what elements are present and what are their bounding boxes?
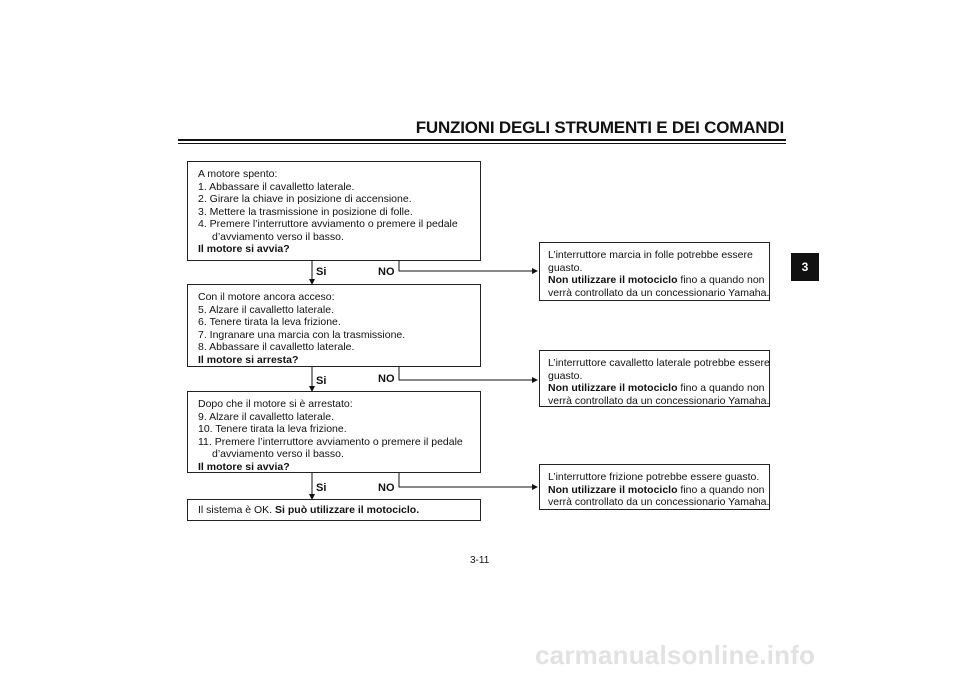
warning-bold: Non utilizzare il motociclo <box>548 274 678 286</box>
step-3-box <box>187 391 481 473</box>
system-ok-bold: Si può utilizzare il motociclo. <box>275 504 420 516</box>
page-number: 3-11 <box>470 555 490 566</box>
step-line: 1. Abbassare il cavalletto laterale. <box>198 180 355 193</box>
warning-rest: fino a quando non <box>677 274 765 286</box>
result-line: verrà controllato da un concessionario Yamaha. <box>548 496 770 508</box>
step-line: 6. Tenere tirata la leva frizione. <box>198 316 341 328</box>
step-line: Con il motore ancora acceso: <box>198 291 335 303</box>
result-line: L’interruttore marcia in folle potrebbe essere <box>548 249 753 261</box>
step-line: A motore spento: <box>198 168 278 180</box>
result-line: verrà controllato da un concessionario Yamaha. <box>548 394 770 407</box>
result-sidestand-box <box>539 350 770 407</box>
section-tab: 3 <box>791 253 819 281</box>
step-line: 4. Premere l’interruttore avviamento o premere il pedale <box>198 218 458 230</box>
result-line: verrà controllato da un concessionario Yamaha. <box>548 286 770 299</box>
result-line: L’interruttore frizione potrebbe essere guasto. <box>548 471 760 483</box>
yes-label-3: Si <box>316 482 327 494</box>
page-title: FUNZIONI DEGLI STRUMENTI E DEI COMANDI <box>415 118 784 137</box>
step-4-box <box>187 499 481 521</box>
step-2-box <box>187 284 481 367</box>
no-label-3: NO <box>378 482 395 494</box>
step-line: 5. Alzare il cavalletto laterale. <box>198 303 334 316</box>
step-line: 11. Premere l’interruttore avviamento o premere il pedale <box>198 435 463 448</box>
warning-rest: fino a quando non <box>677 483 765 496</box>
no-connector-2 <box>399 367 537 380</box>
step-line: 2. Girare la chiave in posizione di accensione. <box>198 193 412 205</box>
warning-bold: Non utilizzare il motociclo <box>548 382 678 394</box>
step-line: Dopo che il motore si è arrestato: <box>198 398 353 410</box>
result-line: L’interruttore cavalletto laterale potrebbe essere <box>548 357 770 369</box>
step-line: 10. Tenere tirata la leva frizione. <box>198 423 347 435</box>
step-line: 8. Abbassare il cavalletto laterale. <box>198 341 355 353</box>
watermark: carmanualsonline.info <box>535 640 816 670</box>
warning-rest: fino a quando non <box>677 382 765 394</box>
result-line: guasto. <box>548 261 583 274</box>
step-question: Il motore si arresta? <box>198 353 299 366</box>
step-line: 9. Alzare il cavalletto laterale. <box>198 410 334 423</box>
step-line: 7. Ingranare una marcia con la trasmissione. <box>198 328 406 341</box>
step-line: d’avviamento verso il basso. <box>212 448 344 460</box>
step-question: Il motore si avvia? <box>198 243 290 255</box>
no-label-1: NO <box>378 266 395 278</box>
step-line: 3. Mettere la trasmissione in posizione di folle. <box>198 205 413 218</box>
step-line: d’avviamento verso il basso. <box>212 230 344 243</box>
no-connector-3 <box>399 473 537 487</box>
result-clutch-box <box>539 464 770 510</box>
warning-bold: Non utilizzare il motociclo <box>548 483 678 496</box>
result-neutral-box <box>539 242 770 301</box>
step-question: Il motore si avvia? <box>198 460 290 473</box>
step-1-box <box>187 161 481 261</box>
result-line: guasto. <box>548 369 583 382</box>
no-connector-1 <box>399 261 537 271</box>
no-label-2: NO <box>378 373 395 385</box>
yes-label-2: Si <box>316 375 327 387</box>
yes-label-1: Si <box>316 266 327 278</box>
system-ok-text: Il sistema è OK. <box>198 504 276 516</box>
